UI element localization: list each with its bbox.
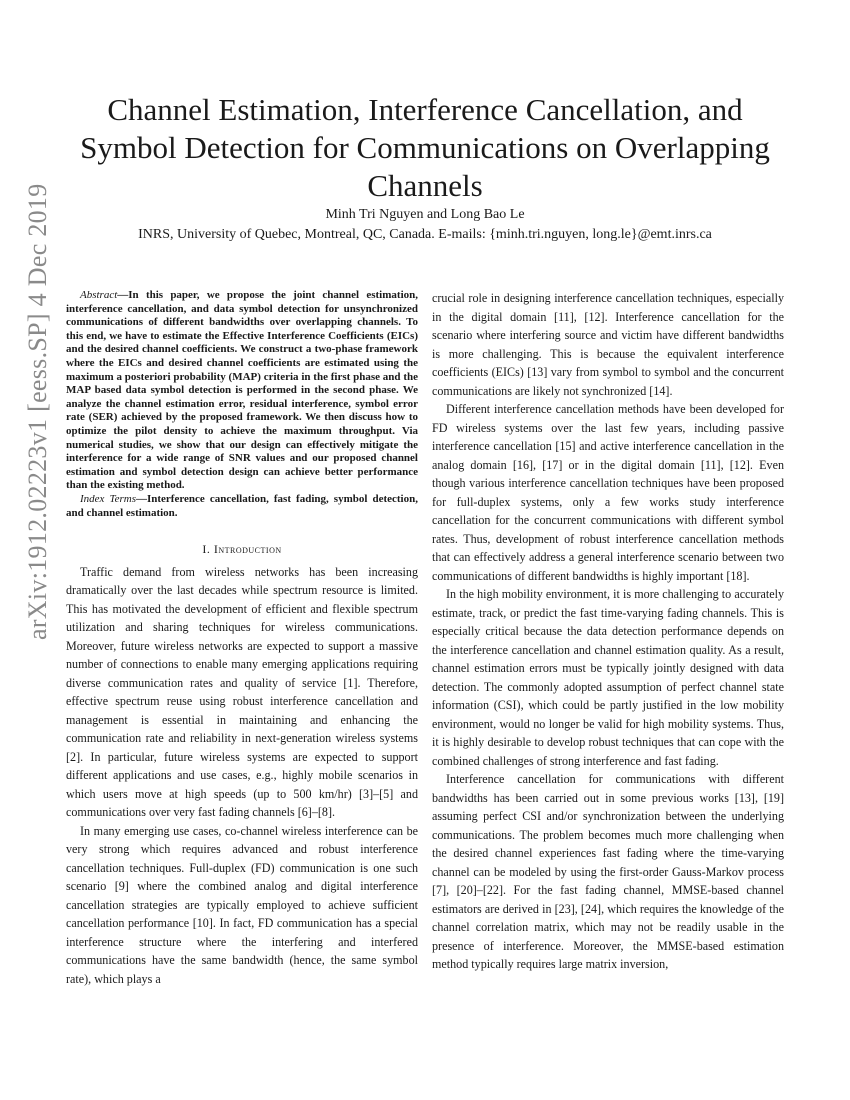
- paragraph: Different interference cancellation methods have been developed for FD wireless systems over the last few years, including passive interference cancellation [15] and active interference cancellation in the analog domain [16], [17] or in the digital domain [11], [12]. Even though various interference cancellation techniques have been proposed for full-duplex systems, only a few works study interference cancellation for the concurrent communications with different symbol rates. Thus, development of robust interference cancellation methods that can effectively address a general interference scenario between two communications of different bandwidths is highly important [18].: [432, 402, 784, 583]
- abstract: [66, 289, 418, 493]
- index-terms: [66, 493, 418, 520]
- section-heading-introduction: I. Introduction: [202, 542, 282, 557]
- paper-title: Channel Estimation, Interference Cancellation, and Symbol Detection for Communications on Overlapping Channels: [80, 91, 770, 203]
- paragraph: crucial role in designing interference cancellation techniques, especially in the digital domain [11], [12]. Interference cancellation for the scenario where interfering source and victim have different bandwidths is more challenging. This is because the equivalent interference coefficients (EICs) [13] vary from symbol to symbol and the concurrent communications are likely not synchronized [14].: [432, 291, 784, 398]
- paper-authors: Minh Tri Nguyen and Long Bao Le: [325, 207, 525, 222]
- paragraph: Interference cancellation for communications with different bandwidths has been carried out in some previous works [13], [19] assuming perfect CSI and/or synchronization between the underlying communications. The problem becomes much more challenging when the desired channel experiences fast fading where the time-varying channel can be modeled by using the first-order Gauss-Markov process [7], [20]–[22]. For the fast fading channel, MMSE-based channel estimators are derived in [23], [24], which requires the knowledge of the channel correlation matrix, which may not be readily usable in the presence of interference. Moreover, the MMSE-based estimation method typically requires large matrix inversion,: [432, 772, 784, 971]
- paragraph: In the high mobility environment, it is more challenging to accurately estimate, track, or predict the fast time-varying fading channels. This is especially critical because the data detection performance depends on the interference cancellation and channel estimation quality. As a result, channel estimation errors must be typically jointly designed with data detection. The commonly adopted assumption of perfect channel state information (CSI), which could be partly justified in the low mobility environment, would no longer be valid for high mobility systems. Thus, it is highly desirable to develop robust techniques that can cope with the combined challenges of strong interference and fast fading.: [432, 587, 784, 768]
- left-column: [66, 289, 418, 988]
- index-terms-label: Index Terms: [80, 492, 136, 505]
- abstract-label: Abstract: [80, 289, 118, 301]
- paper-affiliation: INRS, University of Quebec, Montreal, QC, Canada. E-mails: {minh.tri.nguyen, long.le}@emt.inrs.ca: [138, 227, 712, 242]
- abstract-text: —In this paper, we propose the joint channel estimation, interference cancellation, and data symbol detection for unsynchronized communications of different bandwidths over overlapping channels. To this end, we have to estimate the Effective Interference Coefficients (EICs) and the desired channel coefficients. We construct a two-phase framework where the EICs and desired channel coefficients are estimated using the maximum a posteriori probability (MAP) criteria in the first phase and the MAP based data symbol detection is performed in the second phase. We analyze the channel estimation error, residual interference, symbol error rate (SER) achieved by the proposed framework. We then discuss how to optimize the pilot density to achieve the maximum throughput. Via numerical studies, we show that our design can effectively mitigate the interference for a wide range of SNR values and our proposed channel estimation and symbol detection design can achieve better performance than the existing method.: [66, 289, 418, 492]
- paragraph: In many emerging use cases, co-channel wireless interference can be very strong which requires advanced and robust interference cancellation techniques. Full-duplex (FD) communication is one such scenario [9] where the combined analog and digital interference cancellation strategies are typically employed to achieve sufficient cancellation performance [10]. In fact, FD communication has a special interference structure where the interfering and interfered communications have the same bandwidth (hence, the same symbol rate), which plays a: [66, 823, 418, 986]
- index-terms-text: —Interference cancellation, fast fading, symbol detection, and channel estimation.: [66, 492, 418, 519]
- arxiv-stamp: arXiv:1912.02223v1 [eess.SP] 4 Dec 2019: [23, 183, 52, 640]
- paragraph: Traffic demand from wireless networks has been increasing dramatically over the last decades while spectrum resource is limited. This has motivated the development of efficient and flexible spectrum utilization and sharing techniques for wireless communications. Moreover, future wireless networks are expected to support a massive number of connections to enable many emerging applications requiring diverse communication rates and quality of service [1]. Therefore, effective spectrum reuse using robust interference cancellation and management is essential in maintaining and enhancing the communication rate and reliability in next-generation wireless systems [2]. In particular, future wireless systems are expected to support different applications and use cases, e.g., highly mobile scenarios in which users move at high speeds (up to 500 km/hr) [3]–[5] and communications over very fast fading channels [6]–[8].: [66, 564, 418, 820]
- right-column: [432, 289, 784, 974]
